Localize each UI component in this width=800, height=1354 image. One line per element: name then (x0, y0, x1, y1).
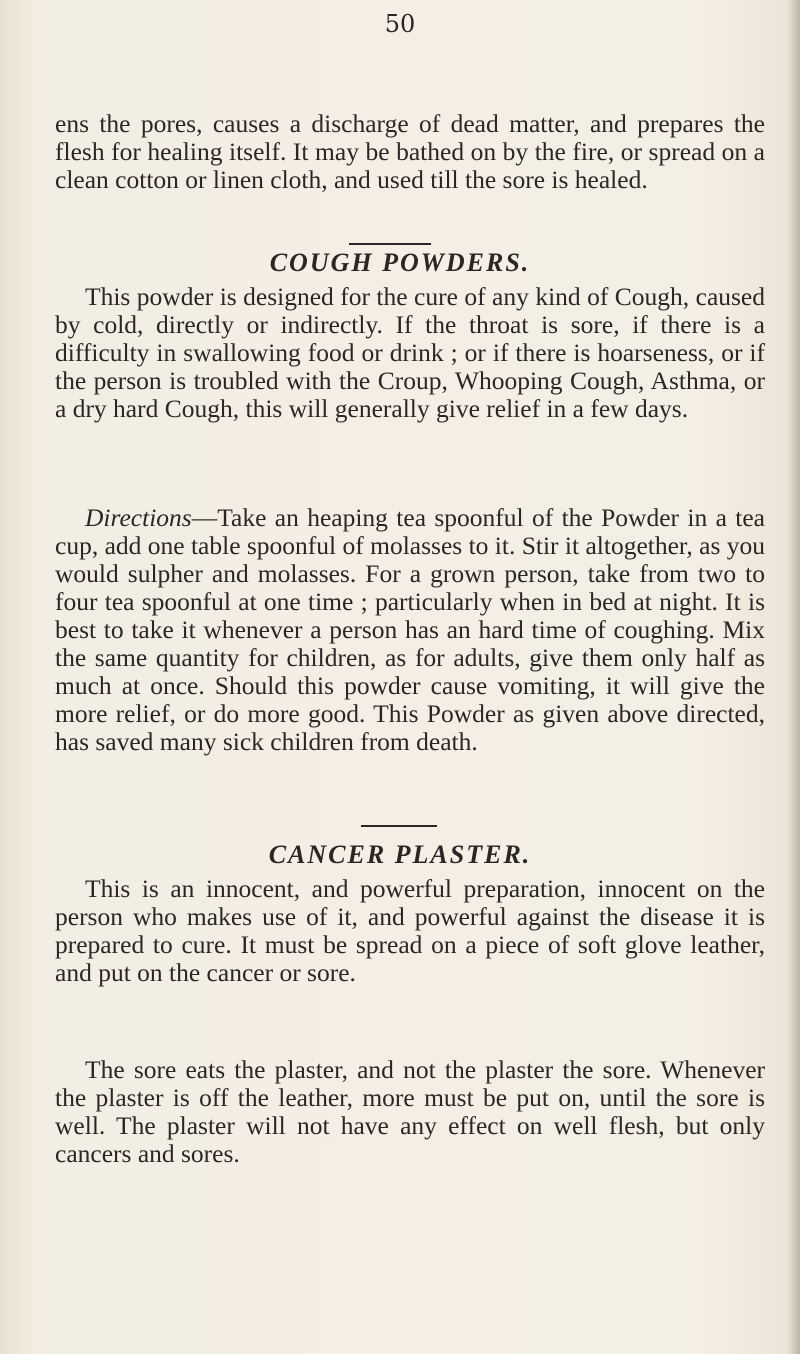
cough-powders-paragraph: This powder is designed for the cure of any kind of Cough, caused by cold, directly or indirectly. If the throat is sore, if there is a difficulty in swallowing food or drink ; or if there is hoarseness, or if the person is troubled with the Croup, Whooping Cough, Asthma, or a dry hard Cough, this will generally give relief in a few days. (55, 282, 765, 423)
section-divider (349, 243, 431, 245)
page-edge-shadow (786, 0, 800, 1354)
cancer-plaster-paragraph-2: The sore eats the plaster, and not the plaster the sore. Whenever the plaster is off the leather, more must be put on, until the sore is well. The plaster will not have any effect on well flesh, but only cancers and sores. (55, 1055, 765, 1168)
directions-label: Directions (85, 503, 192, 532)
directions-text: —Take an heaping tea spoonful of the Powder in a tea cup, add one table spoonful of molasses to it. Stir it altogether, as you would sulpher and molasses. For a grown person, take from two to four tea spoonful at one time ; particularly when in bed at night. It is best to take it whenever a person has an hard time of coughing. Mix the same quantity for children, as for adults, give them only half as much at once. Should this powder cause vomiting, it will give the more relief, or do more good. This Powder as given above directed, has saved many sick children from death. (55, 503, 766, 756)
intro-paragraph: ens the pores, causes a discharge of dead matter, and prepares the flesh for healing itself. It may be bathed on by the fire, or spread on a clean cotton or linen cloth, and used till the sore is healed. (55, 109, 765, 194)
section-divider (361, 825, 437, 827)
cancer-plaster-paragraph-1: This is an innocent, and powerful preparation, innocent on the person who makes use of it, and powerful against the disease it is prepared to cure. It must be spread on a piece of soft glove leather, and put on the cancer or sore. (55, 874, 765, 987)
cough-directions-paragraph (55, 504, 765, 756)
cough-powders-heading: COUGH POWDERS. (269, 248, 531, 277)
page-number: 50 (384, 10, 416, 38)
cancer-plaster-heading: CANCER PLASTER. (268, 840, 532, 869)
